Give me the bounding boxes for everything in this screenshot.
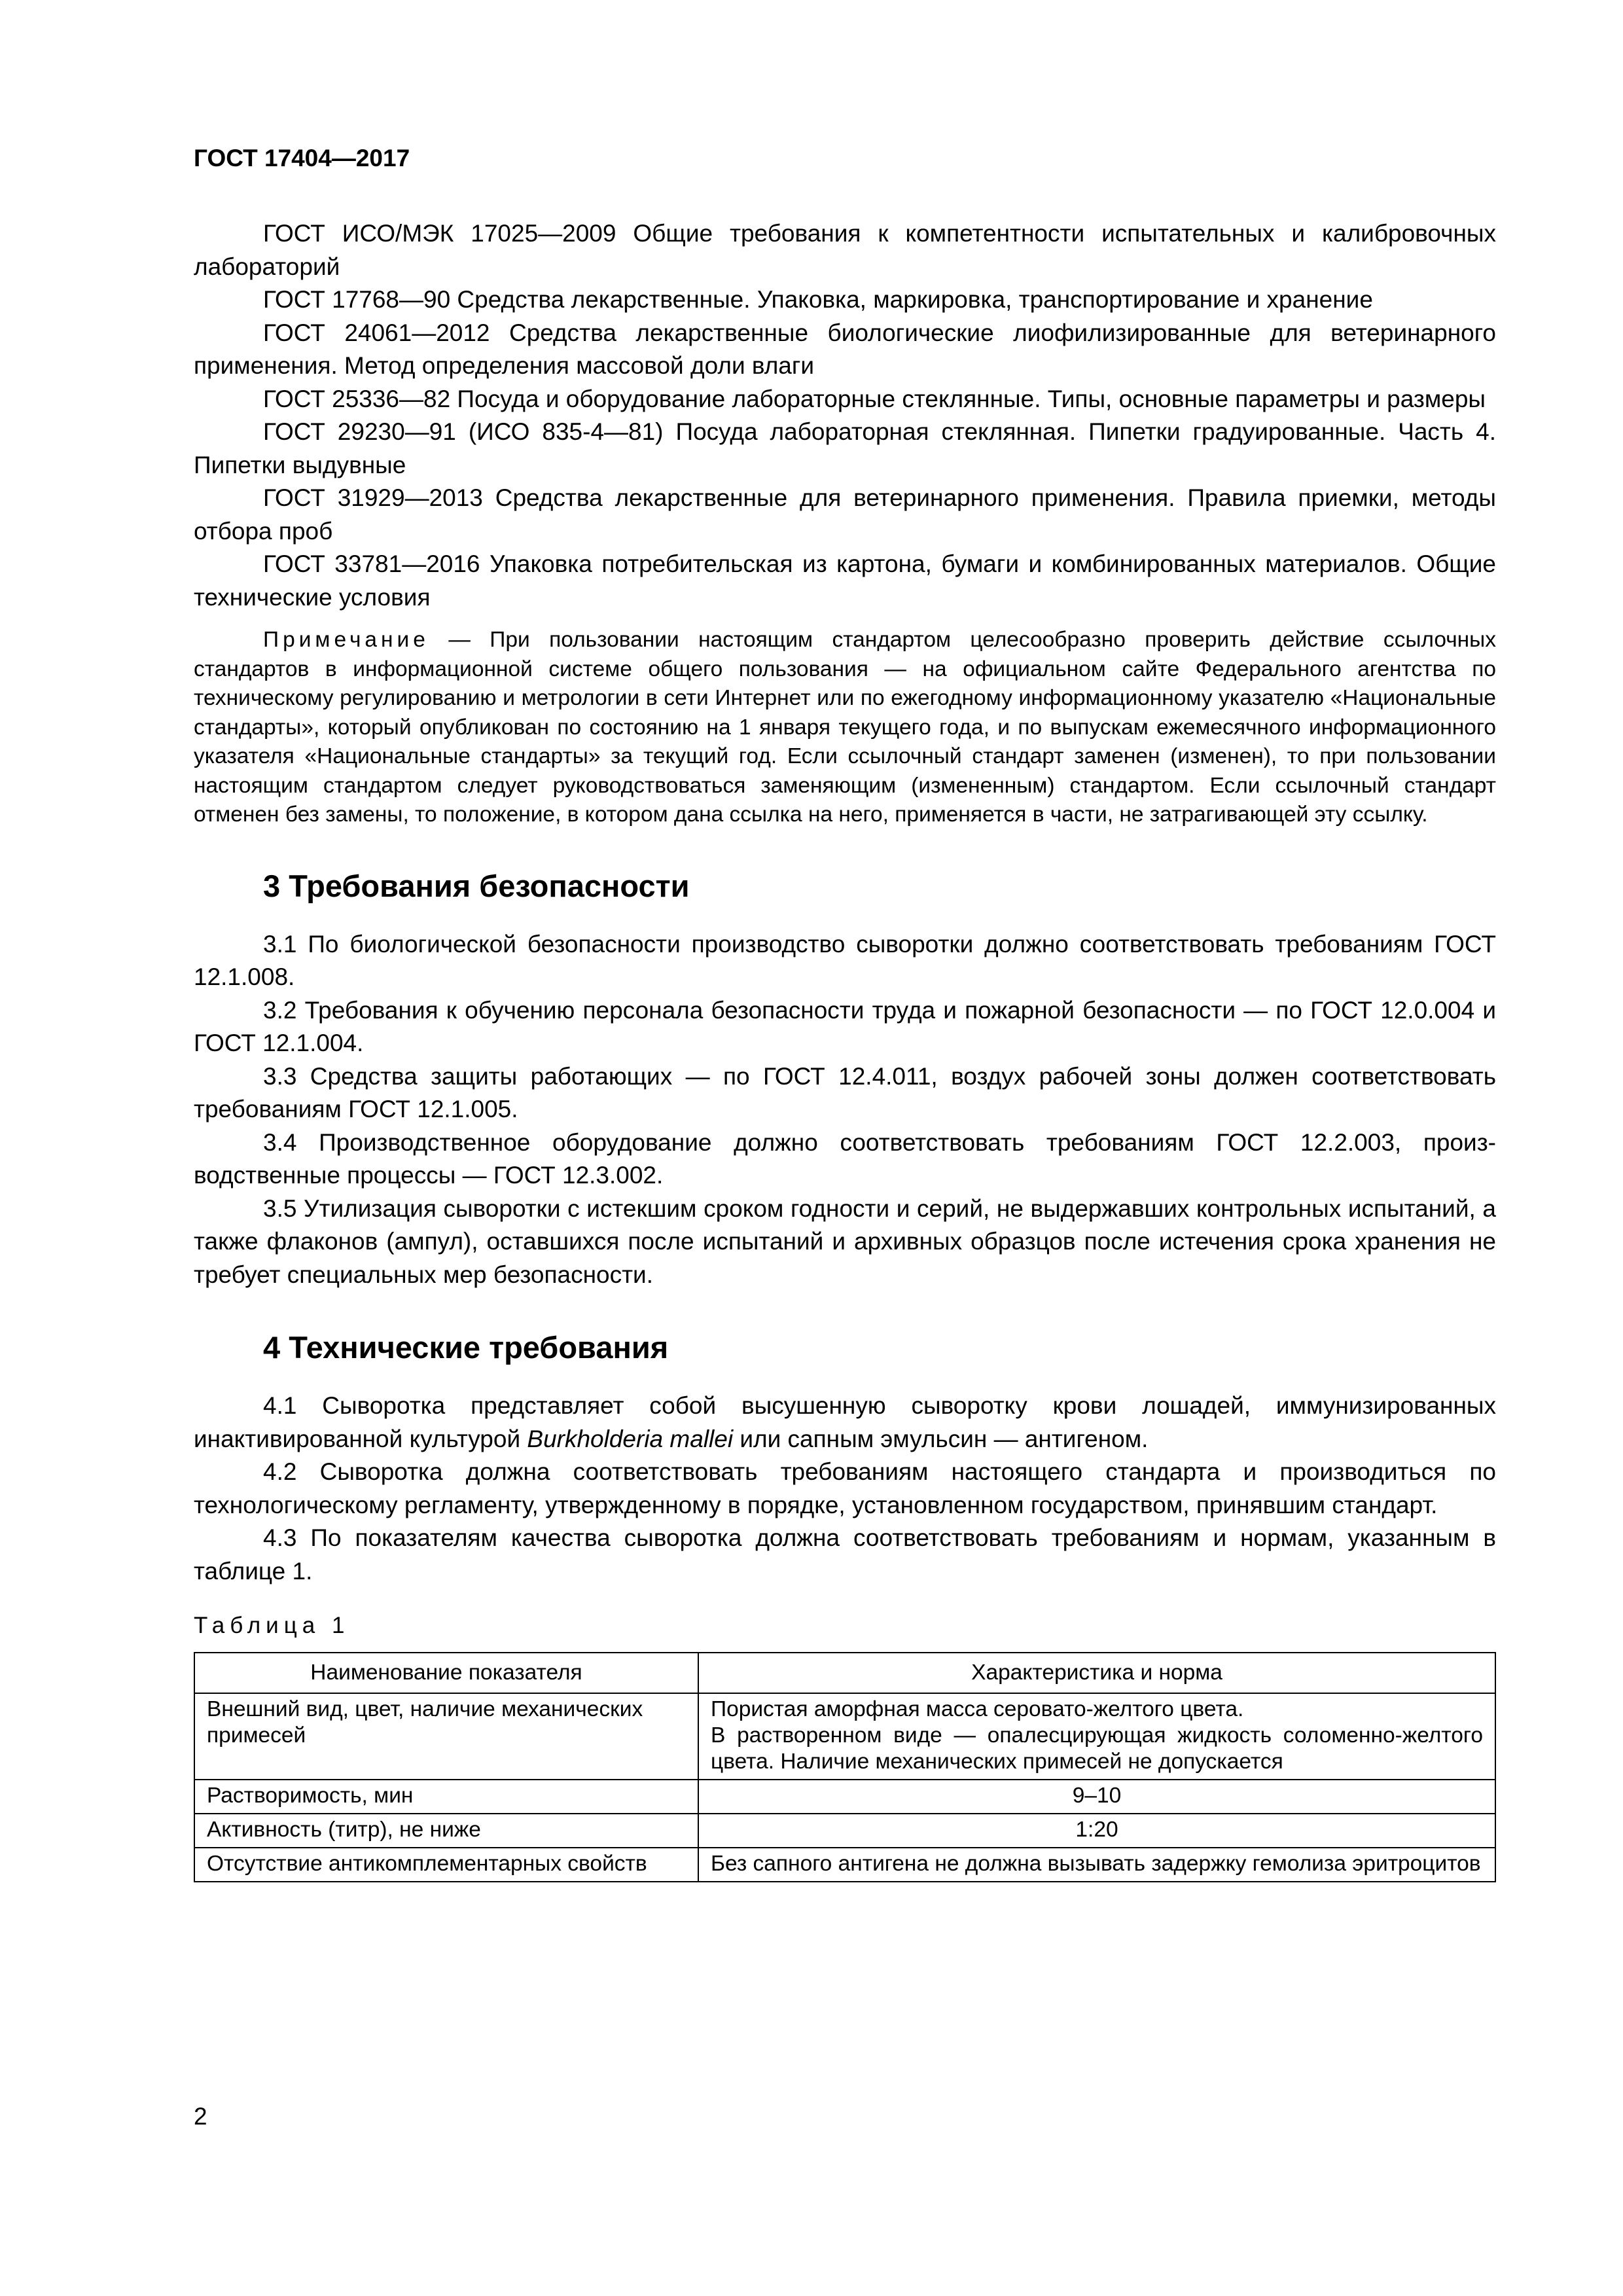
reference-item: ГОСТ 31929—2013 Средства лекарственные для ветеринарного применения. Правила приемки, методы отбора проб: [194, 484, 1496, 545]
table-header-cell: Характеристика и норма: [698, 1653, 1495, 1693]
table-row: [194, 1780, 1495, 1814]
reference-item: ГОСТ 25336—82 Посуда и оборудование лабораторные стеклянные. Типы, основные параметры и размеры: [263, 385, 1486, 412]
table-cell: [698, 1693, 1495, 1780]
reference-item: ГОСТ 24061—2012 Средства лекарственные биологические лиофилизированные для ветеринарного применения. Метод определения массовой доли влаги: [194, 319, 1496, 379]
section-3-body: [194, 928, 1496, 1292]
section-4-title: 4 Технические требования: [263, 1330, 669, 1365]
page-number: 2: [194, 2103, 207, 2130]
document-page: [194, 144, 1496, 1882]
reference-item: ГОСТ 29230—91 (ИСО 835-4—81) Посуда лабораторная стеклянная. Пипетки градуированные. Часть 4. Пипетки выдувные: [194, 418, 1496, 478]
paragraph: 3.4 Производственное оборудование должно соответствовать требованиям ГОСТ 12.2.003, производственные процессы — ГОСТ 12.3.002.: [194, 1128, 1496, 1189]
table-row: [194, 1693, 1495, 1780]
note-label: Примечание: [263, 628, 429, 652]
paragraph: 4.3 По показателям качества сыворотка должна соответствовать требованиям и нормам, указанным в таблице 1.: [194, 1524, 1496, 1585]
table-cell: 9–10: [698, 1780, 1495, 1814]
table-header-row: [194, 1653, 1495, 1693]
paragraph: 3.1 По биологической безопасности производство сыворотки должно соответствовать требованиям ГОСТ 12.1.008.: [194, 930, 1496, 990]
table-cell: Без сапного антигена не должна вызывать задержку гемолиза эритроцитов: [698, 1848, 1495, 1882]
cell-line: Пористая аморфная масса серовато-желтого цвета.: [711, 1697, 1244, 1721]
table-cell: 1:20: [698, 1814, 1495, 1848]
table-cell: Растворимость, мин: [194, 1780, 698, 1814]
note-text: — При пользовании настоящим стандартом целесообразно проверить действие ссылочных стандартов в информационной системе общего пользования — на официальном сайте Федерального агентства по техническому регулированию и метрологии в сети Интернет или по ежегодному информационному указателю «Национальные стандарты», который опубликован по состоянию на 1 января текущего года, и по выпускам ежемесячного информационного указателя «Национальные стандарты» за текущий год. Если ссылочный стандарт заменен (изменен), то при пользовании настоящим стандартом следует руководствоваться заменяющим (измененным) стандартом. Если ссылочный стандарт отменен без замены, то положение, в котором дана ссылка на него, применяется в части, не затрагивающей эту ссылку.: [194, 628, 1496, 827]
reference-item: ГОСТ 17768—90 Средства лекарственные. Упаковка, маркировка, транспортирование и хранение: [263, 286, 1373, 313]
table-cell: Внешний вид, цвет, наличие механических примесей: [194, 1693, 698, 1780]
species-name: Burkholderia mallei: [527, 1425, 734, 1452]
paragraph: 4.2 Сыворотка должна соответствовать требованиям настоящего стандарта и производиться по технологическому регламенту, утвержденному в порядке, установленном государством, принявшим стандарт.: [194, 1458, 1496, 1518]
reference-item: ГОСТ ИСО/МЭК 17025—2009 Общие требования к компетентности испытательных и калибровочных лабораторий: [194, 220, 1496, 280]
normative-references: [194, 217, 1496, 614]
paragraph: 3.2 Требования к обучению персонала безопасности труда и пожарной безопасности — по ГОСТ 12.0.004 и ГОСТ 12.1.004.: [194, 996, 1496, 1056]
table-cell: Активность (титр), не ниже: [194, 1814, 698, 1848]
paragraph: 3.5 Утилизация сыворотки с истекшим сроком годности и серий, не выдержавших контрольных испытаний, а также флаконов (ампул), оставшихся после испытаний и архивных образцов после истечения срока хранения не требует специальных мер безопасности.: [194, 1194, 1496, 1288]
table-caption: Таблица 1: [194, 1613, 350, 1638]
paragraph-text: или сапным эмульсин — антигеном.: [733, 1425, 1149, 1452]
cell-line: В растворенном виде — опалесцирующая жидкость соломенно-желтого цвета. Наличие механических примесей не допускается: [711, 1723, 1483, 1774]
document-id: ГОСТ 17404—2017: [194, 145, 410, 171]
table-row: [194, 1848, 1495, 1882]
quality-table: [194, 1652, 1496, 1882]
note: [194, 626, 1496, 830]
table-cell: Отсутствие антикомплементарных свойств: [194, 1848, 698, 1882]
table-row: [194, 1814, 1495, 1848]
table-header-cell: Наименование показателя: [194, 1653, 698, 1693]
reference-item: ГОСТ 33781—2016 Упаковка потребительская из картона, бумаги и комбинированных материалов. Общие технические условия: [194, 550, 1496, 611]
section-4-body: [194, 1390, 1496, 1588]
section-3-title: 3 Требования безопасности: [263, 868, 690, 903]
paragraph: [194, 1390, 1496, 1456]
paragraph: 3.3 Средства защиты работающих — по ГОСТ 12.4.011, воздух рабочей зоны должен соответствовать требованиям ГОСТ 12.1.005.: [194, 1062, 1496, 1122]
paragraph-text: 4.1 Сыворотка представляет собой высушенную сыворотку крови лошадей, иммунизированных инактивированной культурой: [194, 1392, 1496, 1452]
